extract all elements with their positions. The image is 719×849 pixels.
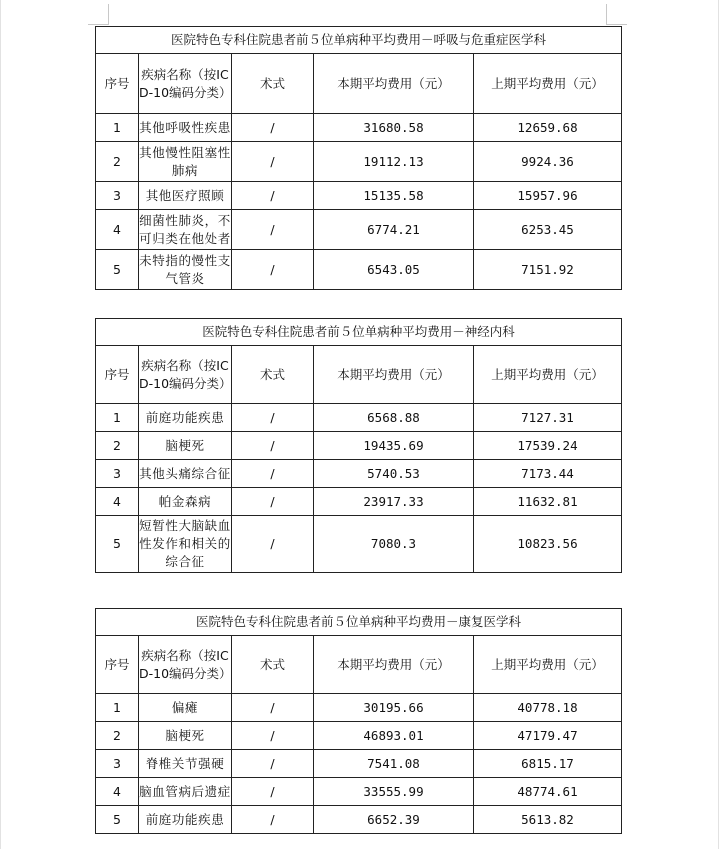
row-previous-fee: 12659.68 — [474, 114, 622, 142]
header-procedure: 术式 — [232, 346, 314, 404]
row-procedure: / — [232, 114, 314, 142]
page-corner-mark-left — [108, 4, 109, 24]
table-row — [96, 404, 622, 432]
row-current-fee: 6568.88 — [314, 404, 474, 432]
row-disease: 其他呼吸性疾患 — [139, 114, 232, 142]
row-current-fee: 46893.01 — [314, 722, 474, 750]
row-procedure: / — [232, 210, 314, 250]
fee-table-rehabilitation — [95, 608, 622, 834]
row-previous-fee: 17539.24 — [474, 432, 622, 460]
header-procedure: 术式 — [232, 636, 314, 694]
table-header-row — [96, 54, 622, 114]
header-serial: 序号 — [96, 346, 139, 404]
row-current-fee: 19435.69 — [314, 432, 474, 460]
header-serial: 序号 — [96, 636, 139, 694]
table-row — [96, 488, 622, 516]
row-current-fee: 6543.05 — [314, 250, 474, 290]
row-disease: 其他头痛综合征 — [139, 460, 232, 488]
row-disease: 脑血管病后遗症 — [139, 778, 232, 806]
table-row — [96, 432, 622, 460]
row-procedure: / — [232, 750, 314, 778]
page-corner-mark-left-h — [88, 24, 109, 25]
row-disease: 其他医疗照顾 — [139, 182, 232, 210]
table-row — [96, 114, 622, 142]
row-current-fee: 33555.99 — [314, 778, 474, 806]
table-row — [96, 750, 622, 778]
table-row — [96, 694, 622, 722]
row-previous-fee: 47179.47 — [474, 722, 622, 750]
table-title-row — [96, 319, 622, 346]
table-header-row — [96, 346, 622, 404]
row-current-fee: 19112.13 — [314, 142, 474, 182]
row-previous-fee: 6815.17 — [474, 750, 622, 778]
row-disease: 偏瘫 — [139, 694, 232, 722]
row-procedure: / — [232, 488, 314, 516]
header-previous-fee: 上期平均费用（元） — [474, 346, 622, 404]
row-disease: 脑梗死 — [139, 432, 232, 460]
table-row — [96, 142, 622, 182]
page-left-edge — [0, 0, 1, 849]
row-procedure: / — [232, 460, 314, 488]
row-current-fee: 6774.21 — [314, 210, 474, 250]
row-disease: 帕金森病 — [139, 488, 232, 516]
page-corner-mark-right-h — [606, 24, 627, 25]
row-current-fee: 15135.58 — [314, 182, 474, 210]
table-row — [96, 778, 622, 806]
row-previous-fee: 40778.18 — [474, 694, 622, 722]
header-previous-fee: 上期平均费用（元） — [474, 636, 622, 694]
row-procedure: / — [232, 142, 314, 182]
row-previous-fee: 7127.31 — [474, 404, 622, 432]
row-disease: 前庭功能疾患 — [139, 404, 232, 432]
header-serial: 序号 — [96, 54, 139, 114]
row-previous-fee: 11632.81 — [474, 488, 622, 516]
row-serial: 3 — [96, 460, 139, 488]
table-header-row — [96, 636, 622, 694]
row-previous-fee: 9924.36 — [474, 142, 622, 182]
table-title-row — [96, 27, 622, 54]
row-serial: 4 — [96, 210, 139, 250]
row-current-fee: 7080.3 — [314, 516, 474, 573]
row-previous-fee: 7173.44 — [474, 460, 622, 488]
row-current-fee: 23917.33 — [314, 488, 474, 516]
row-disease: 未特指的慢性支气管炎 — [139, 250, 232, 290]
table-row — [96, 210, 622, 250]
row-serial: 2 — [96, 432, 139, 460]
header-procedure: 术式 — [232, 54, 314, 114]
page-corner-mark-right — [606, 4, 607, 24]
row-procedure: / — [232, 404, 314, 432]
header-disease: 疾病名称（按ICD-10编码分类） — [139, 54, 232, 114]
header-disease: 疾病名称（按ICD-10编码分类） — [139, 346, 232, 404]
row-disease: 细菌性肺炎，不可归类在他处者 — [139, 210, 232, 250]
row-serial: 2 — [96, 722, 139, 750]
row-disease: 短暂性大脑缺血性发作和相关的综合征 — [139, 516, 232, 573]
row-procedure: / — [232, 182, 314, 210]
row-serial: 5 — [96, 516, 139, 573]
header-current-fee: 本期平均费用（元） — [314, 54, 474, 114]
row-serial: 4 — [96, 778, 139, 806]
table-row — [96, 182, 622, 210]
row-serial: 4 — [96, 488, 139, 516]
table-row — [96, 460, 622, 488]
table-row — [96, 250, 622, 290]
row-serial: 2 — [96, 142, 139, 182]
row-previous-fee: 48774.61 — [474, 778, 622, 806]
row-serial: 3 — [96, 182, 139, 210]
row-current-fee: 31680.58 — [314, 114, 474, 142]
row-procedure: / — [232, 694, 314, 722]
header-disease: 疾病名称（按ICD-10编码分类） — [139, 636, 232, 694]
row-procedure: / — [232, 250, 314, 290]
row-serial: 1 — [96, 404, 139, 432]
row-serial: 5 — [96, 806, 139, 834]
row-serial: 3 — [96, 750, 139, 778]
row-serial: 1 — [96, 114, 139, 142]
header-current-fee: 本期平均费用（元） — [314, 346, 474, 404]
row-procedure: / — [232, 778, 314, 806]
row-disease: 脑梗死 — [139, 722, 232, 750]
row-procedure: / — [232, 806, 314, 834]
table-title: 医院特色专科住院患者前５位单病种平均费用－呼吸与危重症医学科 — [96, 27, 622, 54]
row-current-fee: 5740.53 — [314, 460, 474, 488]
row-disease: 前庭功能疾患 — [139, 806, 232, 834]
row-procedure: / — [232, 432, 314, 460]
fee-table-respiratory — [95, 26, 622, 290]
row-procedure: / — [232, 722, 314, 750]
row-current-fee: 30195.66 — [314, 694, 474, 722]
table-row — [96, 722, 622, 750]
table-title: 医院特色专科住院患者前５位单病种平均费用－康复医学科 — [96, 609, 622, 636]
row-disease: 其他慢性阻塞性肺病 — [139, 142, 232, 182]
row-procedure: / — [232, 516, 314, 573]
table-row — [96, 516, 622, 573]
header-previous-fee: 上期平均费用（元） — [474, 54, 622, 114]
row-current-fee: 6652.39 — [314, 806, 474, 834]
row-previous-fee: 6253.45 — [474, 210, 622, 250]
table-row — [96, 806, 622, 834]
row-previous-fee: 10823.56 — [474, 516, 622, 573]
row-serial: 1 — [96, 694, 139, 722]
table-title: 医院特色专科住院患者前５位单病种平均费用－神经内科 — [96, 319, 622, 346]
row-disease: 脊椎关节强硬 — [139, 750, 232, 778]
row-current-fee: 7541.08 — [314, 750, 474, 778]
row-serial: 5 — [96, 250, 139, 290]
row-previous-fee: 15957.96 — [474, 182, 622, 210]
row-previous-fee: 5613.82 — [474, 806, 622, 834]
table-title-row — [96, 609, 622, 636]
row-previous-fee: 7151.92 — [474, 250, 622, 290]
header-current-fee: 本期平均费用（元） — [314, 636, 474, 694]
fee-table-neurology — [95, 318, 622, 573]
